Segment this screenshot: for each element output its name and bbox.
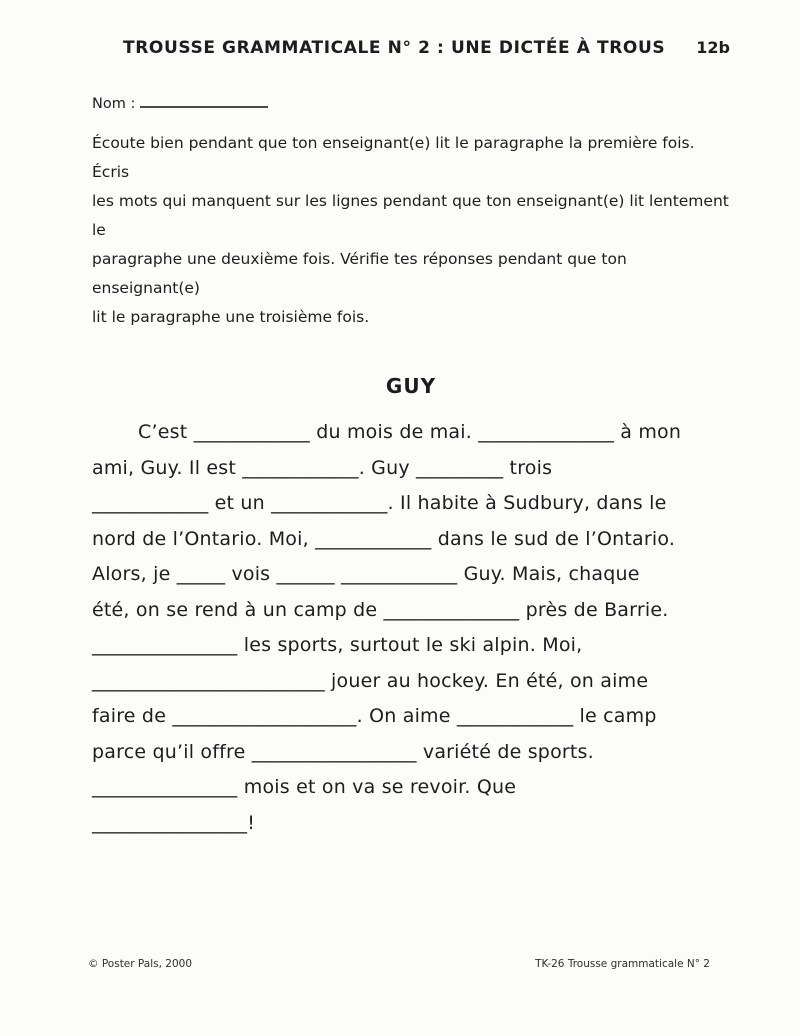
page-number: 12b xyxy=(696,38,730,57)
dictation-line: nord de l’Ontario. Moi, ____________ dans le sud de l’Ontario. xyxy=(92,527,676,550)
name-field xyxy=(92,94,730,112)
dictation-line: parce qu’il offre _________________ variété de sports. xyxy=(92,740,594,763)
dictation-line: ________________! xyxy=(92,811,256,834)
instructions-paragraph xyxy=(92,129,730,332)
instruction-line: les mots qui manquent sur les lignes pendant que ton enseignant(e) lit lentement le xyxy=(92,192,729,239)
instruction-line: lit le paragraphe une troisième fois. xyxy=(92,308,370,326)
dictation-line: ________________________ jouer au hockey. En été, on aime xyxy=(92,669,649,692)
dictation-line: C’est ____________ du mois de mai. ______________ à mon xyxy=(138,421,682,443)
dictation-line: _______________ les sports, surtout le ski alpin. Moi, xyxy=(92,634,583,656)
dictation-line: ami, Guy. Il est ____________. Guy _________ trois xyxy=(92,456,553,479)
copyright-text: © Poster Pals, 2000 xyxy=(88,958,193,970)
instruction-line: paragraphe une deuxième fois. Vérifie tes réponses pendant que ton enseignant(e) xyxy=(92,250,627,297)
page-footer xyxy=(88,958,710,970)
dictation-line: ____________ et un ____________. Il habite à Sudbury, dans le xyxy=(92,492,667,514)
page-header xyxy=(92,38,730,58)
reference-text: TK-26 Trousse grammaticale N° 2 xyxy=(535,958,710,970)
dictation-line: Alors, je _____ vois ______ ____________ Guy. Mais, chaque xyxy=(92,563,640,585)
page-title: TROUSSE GRAMMATICALE N° 2 : UNE DICTÉE À TROUS xyxy=(123,38,666,58)
name-blank-line xyxy=(140,94,268,108)
instruction-line: Écoute bien pendant que ton enseignant(e) lit le paragraphe la première fois. Écris xyxy=(92,134,695,181)
name-label: Nom : xyxy=(92,96,136,112)
dictation-paragraph xyxy=(92,415,730,841)
dictation-line: été, on se rend à un camp de ______________ près de Barrie. xyxy=(92,598,669,621)
exercise-heading: GUY xyxy=(385,374,437,398)
dictation-line: _______________ mois et on va se revoir. Que xyxy=(92,776,517,798)
dictation-line: faire de ___________________. On aime ____________ le camp xyxy=(92,705,657,727)
